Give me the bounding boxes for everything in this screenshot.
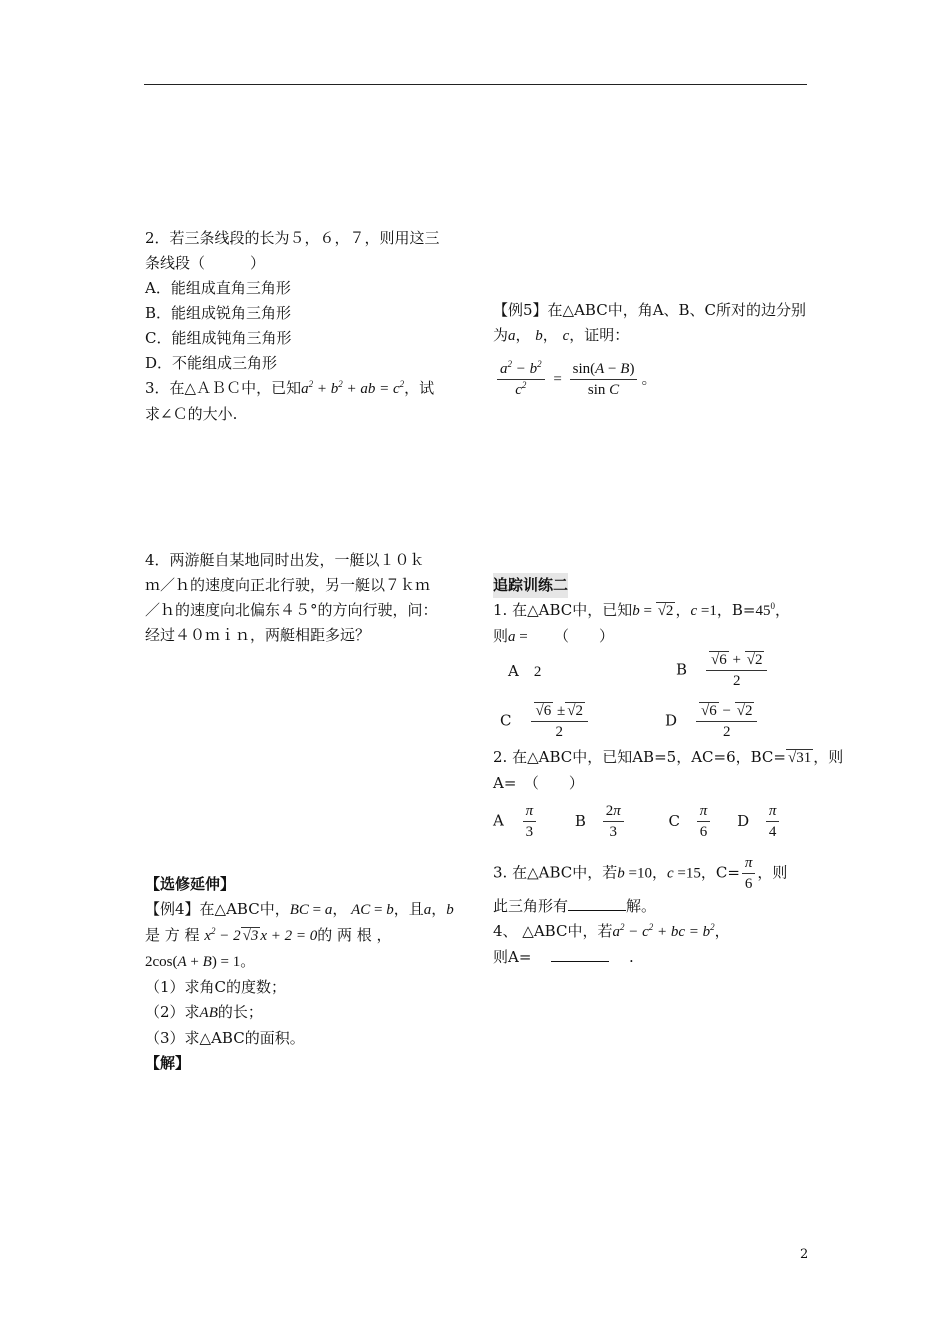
example-5-formula: $\frac{a^2 - b^2}{c^2}$ = $\frac{\sin(A - B)}{\text{sin C}}$ 。 (493, 359, 806, 400)
page-number: 2 (800, 1247, 809, 1262)
track-q1-option-c: C $\frac{√6 \pm √2}{2}$ (500, 701, 592, 742)
track-q2-text: 2. 在△ABC中，已知AB=5，AC=6，BC= (493, 748, 786, 766)
track-q4-then: 则A= (493, 948, 532, 966)
track-q1-paren: （ ） (561, 627, 615, 645)
example-5-prove: ，证明： (569, 326, 630, 344)
q2-option-b-label: B (574, 811, 586, 830)
track-q3-then: ，则 (757, 863, 788, 882)
example-4-period: 。 (240, 952, 256, 970)
track-q3-prefix: 3. 在△ABC中，若 (493, 863, 618, 882)
track-q2-line2: A= （ ） (493, 774, 584, 792)
example-5-line2: 为a， b， c，证明： (493, 326, 630, 344)
track-q3-line1: 3. 在△ABC中，若b =10，c =15，C= $\frac{\pi}{6}$ ，则 (493, 855, 788, 892)
q2-option-b-value: $\frac{2\pi}{3}$ (603, 801, 624, 842)
example-4-label: 【例4】 (145, 900, 200, 918)
lhs-fraction: $\frac{a^2 - b^2}{c^2}$ (497, 359, 545, 400)
question-4 (145, 548, 438, 648)
q2-option-a-value: $\frac{\pi}{3}$ (523, 801, 537, 842)
sub-question-2-suffix: 的长； (217, 1003, 263, 1021)
q3-line2: 求∠Ｃ的大小. (145, 405, 238, 423)
track-q1-line2: 则a = （ ） (493, 627, 615, 645)
example-5 (493, 298, 806, 400)
track-q2-options (493, 801, 783, 842)
q3-line1 (145, 376, 440, 402)
q2-option-d: D．不能组成三角形 (145, 354, 278, 372)
example-4-roots: 的 两 根 ， (317, 926, 392, 944)
track-q3 (493, 853, 787, 970)
q3-suffix: ，试 (404, 379, 435, 397)
solution-label: 【解】 (145, 1054, 191, 1072)
track-q3-line2 (493, 894, 787, 919)
q2-option-a-label: A (493, 811, 504, 830)
sub-question-2: （2）求AB的长； (145, 1003, 263, 1021)
track-q3-blank[interactable] (568, 896, 626, 911)
example-5-label: 【例5】 (493, 301, 548, 319)
q4-line1: 4．两游艇自某地同时出发，一艇以１０ｋ (145, 551, 425, 569)
track-q4-end: ， (714, 922, 730, 940)
option-b-label: B (676, 660, 688, 679)
sub-question-3: （3）求△ABC的面积。 (145, 1029, 305, 1047)
q2-line1: 2．若三条线段的长为５，６，７，则用这三 (145, 229, 440, 247)
q2-option-c-value: $\frac{\pi}{6}$ (697, 801, 711, 842)
question-2 (145, 226, 440, 427)
rhs-fraction: $\frac{\sin(A - B)}{\text{sin C}}$ (570, 359, 638, 400)
header-rule (144, 84, 807, 85)
track-q4-prefix: 4、 △ABC中，若 (493, 922, 613, 940)
option-a-label: A (508, 662, 519, 680)
q3-prefix: 3．在△ＡＢＣ中，已知 (145, 379, 302, 397)
example-4-line3 (145, 949, 454, 975)
option-c-label: C (500, 711, 512, 730)
example-5-for: 为 (493, 326, 509, 344)
track-q4-period: . (628, 948, 634, 966)
q2-option-a: A．能组成直角三角形 (145, 279, 291, 297)
example-4-text: 在△ABC中， (199, 900, 290, 918)
q2-option-d-label: D (737, 811, 750, 830)
q2-option-b: B．能组成锐角三角形 (145, 304, 292, 322)
example-4-line2 (145, 923, 454, 949)
example-5-line1 (493, 298, 806, 323)
track-q4-line1: 4、 △ABC中，若$a^2 - c^2$ + bc = $b^2$， (493, 922, 730, 940)
track-q1-mid: ，B= (716, 601, 756, 619)
track-q1-line1: 1. 在△ABC中，已知b = √2 ，c =1，$B=45^0$， (493, 601, 790, 619)
example-5-end: 。 (641, 369, 657, 388)
track-q2 (493, 745, 843, 796)
tracking-title: 追踪训练二 (493, 573, 568, 598)
q2-option-c-label: C (668, 811, 681, 830)
q4-line3: ／ｈ的速度向北偏东４５°的方向行驶，问： (145, 601, 438, 619)
quadratic-equation: $x^2 - 2$ √3 x + 2 = 0 (204, 926, 318, 944)
track-q4-blank[interactable] (551, 947, 609, 962)
track-q1-option-d: D $\frac{√6 - √2}{2}$ (665, 701, 761, 742)
q2-option-d-value: $\frac{\pi}{4}$ (766, 801, 780, 842)
sub-question-2-prefix: （2）求 (145, 1003, 200, 1021)
sub-question-1: （1）求角C的度数； (145, 978, 287, 996)
q4-line4: 经过４０ｍｉｎ，两艇相距多远？ (145, 626, 371, 644)
track-q4-line2 (493, 945, 787, 970)
q4-line2: ｍ／ｈ的速度向正北行驶，另一艇以７ｋｍ (145, 576, 431, 594)
q3-formula: $a^2 + b^2$ + ab = $c^2$ (301, 379, 405, 397)
track-q2-line1: 2. 在△ABC中，已知AB=5，AC=6，BC= √31 ，则 (493, 748, 844, 766)
track-q1-then: 则 (493, 627, 509, 645)
tracking-section (493, 573, 790, 650)
option-a-value: 2 (533, 664, 542, 680)
extension-section (145, 872, 454, 1076)
track-q2-then: ，则 (813, 748, 844, 766)
track-q3-has: 此三角形有 (493, 897, 569, 915)
q2-option-c: C．能组成钝角三角形 (145, 329, 292, 347)
cos-condition: 2cos(A + B) = 1 (145, 954, 241, 970)
option-d-label: D (665, 711, 678, 730)
example-4-and: ，且 (393, 900, 424, 918)
track-q1-option-a (508, 660, 541, 681)
example-5-text: 在△ABC中，角A、B、C所对的边分别 (547, 301, 807, 319)
track-q1-prefix: 1. 在△ABC中，已知 (493, 601, 633, 619)
track-q1-option-b: B $\frac{√6 + √2}{2}$ (676, 650, 771, 691)
track-q3-solutions: 解。 (626, 897, 657, 915)
example-4-line1: 【例4】在△ABC中，BC = a， AC = b，且a，b (145, 900, 454, 918)
example-4-equation-label: 是 方 程 (145, 926, 205, 944)
q2-line2: 条线段（ ） (145, 254, 266, 272)
extension-heading: 【选修延伸】 (145, 875, 236, 893)
track-q3-mid: ，C= (700, 863, 740, 882)
